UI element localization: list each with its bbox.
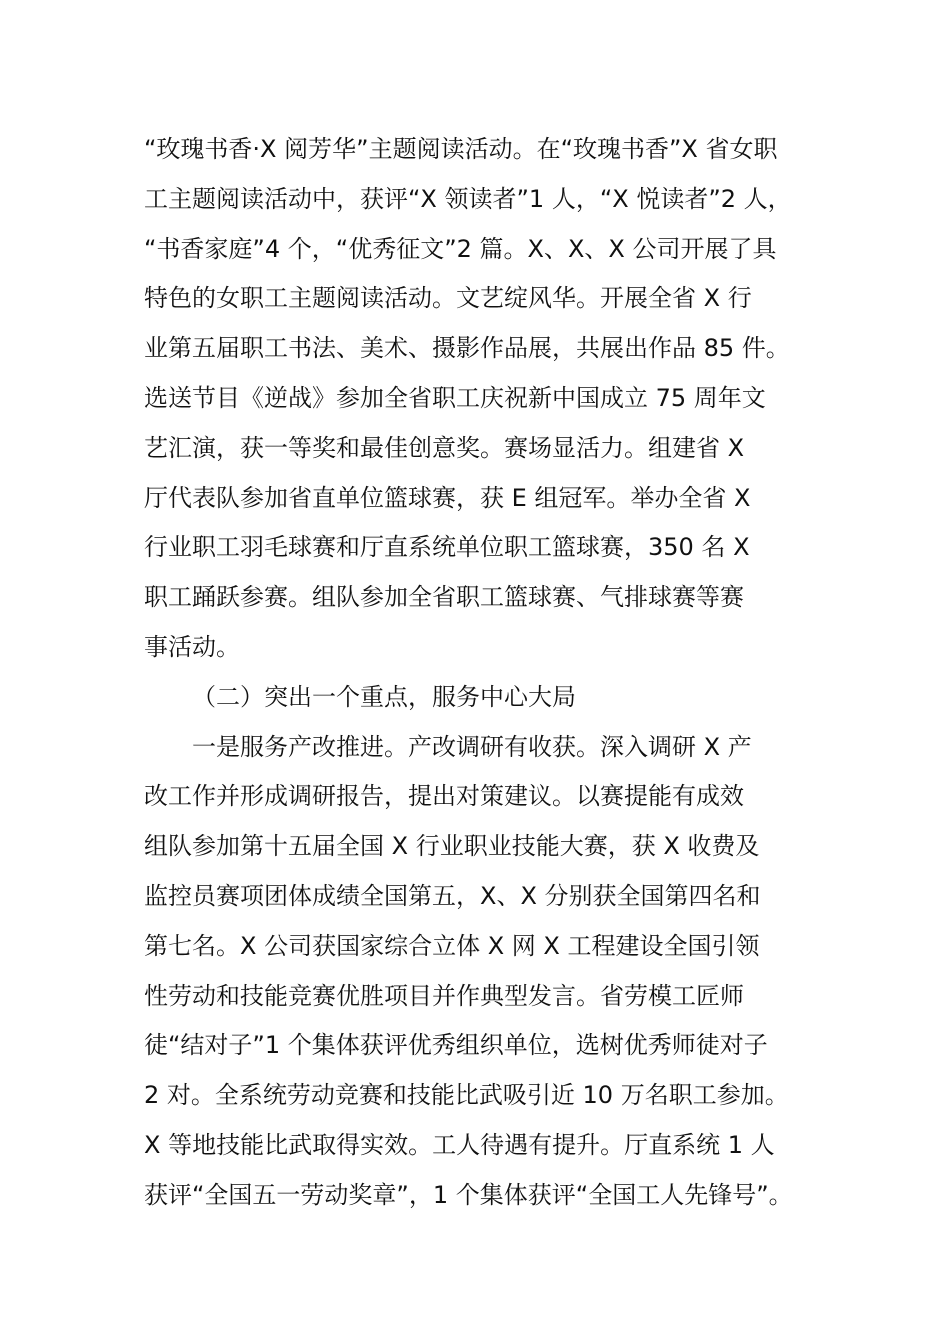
text-line: 选送节目《逆战》参加全省职工庆祝新中国成立 75 周年文 [144, 383, 766, 412]
text-line: 特色的女职工主题阅读活动。文艺绽风华。开展全省 X 行 [144, 284, 752, 313]
paragraph-line: 监控员赛项团体成绩全国第五，X、X 分别获全国第四名和 [144, 881, 761, 910]
paragraph-line: X 等地技能比武取得实效。工人待遇有提升。厅直系统 1 人 [144, 1130, 775, 1159]
text-line: 艺汇演，获一等奖和最佳创意奖。赛场显活力。组建省 X [144, 433, 745, 462]
text-line: 行业职工羽毛球赛和厅直系统单位职工篮球赛，350 名 X [144, 533, 750, 562]
paragraph-line: 改工作并形成调研报告，提出对策建议。以赛提能有成效 [144, 782, 744, 811]
document-body [144, 125, 834, 1221]
text-line: “玫瑰书香·X 阅芳华”主题阅读活动。在“玫瑰书香”X 省女职 [144, 135, 778, 163]
section-heading: （二）突出一个重点，服务中心大局 [192, 682, 576, 711]
paragraph-line: 获评“全国五一劳动奖章”，1 个集体获评“全国工人先锋号”。 [144, 1180, 793, 1209]
paragraph-line: 组队参加第十五届全国 X 行业职业技能大赛，获 X 收费及 [144, 832, 760, 861]
paragraph-line: 一是服务产改推进。产改调研有收获。深入调研 X 产 [192, 732, 752, 761]
paragraph-line: 性劳动和技能竞赛优胜项目并作典型发言。省劳模工匠师 [144, 981, 744, 1010]
text-line: 业第五届职工书法、美术、摄影作品展，共展出作品 85 件。 [144, 334, 790, 363]
paragraph-line: 第七名。X 公司获国家综合立体 X 网 X 工程建设全国引领 [144, 931, 760, 960]
text-line: “书香家庭”4 个，“优秀征文”2 篇。X、X、X 公司开展了具 [144, 234, 777, 263]
text-line: 职工踊跃参赛。组队参加全省职工篮球赛、气排球赛等赛 [144, 583, 744, 612]
text-line: 事活动。 [144, 632, 240, 661]
text-line: 工主题阅读活动中，获评“X 领读者”1 人，“X 悦读者”2 人， [144, 184, 792, 213]
paragraph-line: 徒“结对子”1 个集体获评优秀组织单位，选树优秀师徒对子 [144, 1031, 768, 1060]
paragraph-line: 2 对。全系统劳动竞赛和技能比武吸引近 10 万名职工参加。 [144, 1081, 789, 1110]
text-line: 厅代表队参加省直单位篮球赛，获 E 组冠军。举办全省 X [144, 483, 751, 512]
